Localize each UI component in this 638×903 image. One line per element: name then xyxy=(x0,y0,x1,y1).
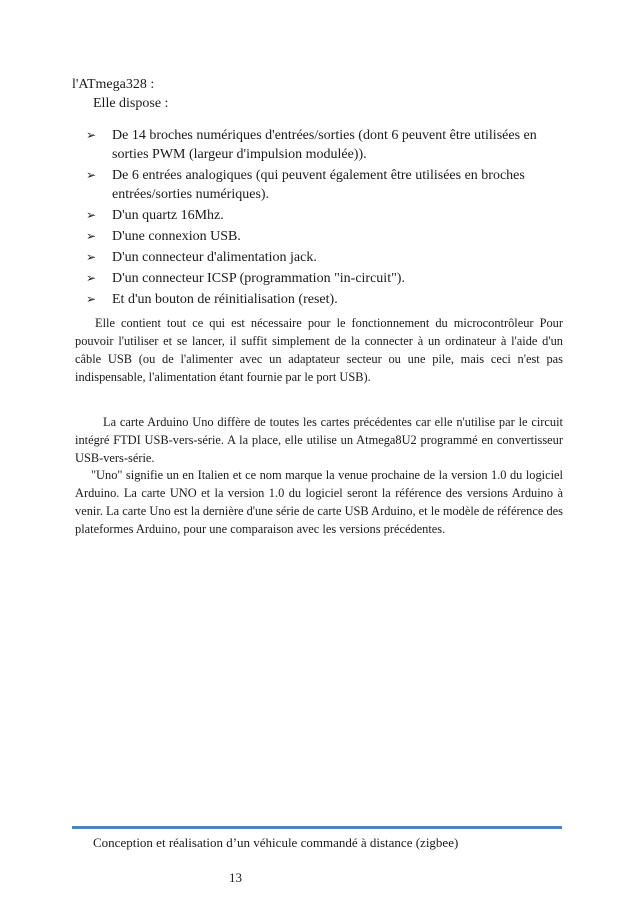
arrow-bullet-icon: ➢ xyxy=(86,128,97,142)
intro-line-2: Elle dispose : xyxy=(93,96,169,111)
arrow-bullet-icon: ➢ xyxy=(86,229,97,243)
arrow-bullet-icon: ➢ xyxy=(86,208,97,222)
page-number: 13 xyxy=(229,870,242,885)
list-item xyxy=(86,269,566,288)
arrow-bullet-icon: ➢ xyxy=(86,168,97,182)
list-item-text: D'un connecteur d'alimentation jack. xyxy=(112,250,317,265)
feature-list xyxy=(86,126,566,311)
list-item-text: D'un quartz 16Mhz. xyxy=(112,208,224,223)
list-item xyxy=(86,126,566,164)
list-item xyxy=(86,206,566,225)
list-item-text: D'une connexion USB. xyxy=(112,229,241,244)
list-item-text: D'un connecteur ICSP (programmation "in-circuit"). xyxy=(112,271,405,286)
arrow-bullet-icon: ➢ xyxy=(86,271,97,285)
paragraph-1: Elle contient tout ce qui est nécessaire pour le fonctionnement du microcontrôleur Pour pouvoir l'utiliser et se lancer, il suffit simplement de la connecter à un ordinateur à l'aide d'un câble USB (ou de l'alimenter avec un adaptateur secteur ou une pile, mais ceci n'est pas indispensable, l'alimentation étant fournie par le port USB). xyxy=(75,316,563,384)
list-item-text: Et d'un bouton de réinitialisation (reset). xyxy=(112,292,338,307)
arrow-bullet-icon: ➢ xyxy=(86,250,97,264)
list-item xyxy=(86,227,566,246)
list-item xyxy=(86,290,566,309)
list-item-text: De 6 entrées analogiques (qui peuvent également être utilisées en broches entrées/sorties numériques). xyxy=(112,168,525,202)
footer-rule xyxy=(72,826,562,829)
list-item xyxy=(86,248,566,267)
list-item xyxy=(86,166,566,204)
intro-line-1: l'ATmega328 : xyxy=(72,77,155,92)
paragraph-2: La carte Arduino Uno diffère de toutes les cartes précédentes car elle n'utilise par le circuit intégré FTDI USB-vers-série. A la place, elle utilise un Atmega8U2 programmé en convertisseur USB-vers-série. xyxy=(75,415,563,465)
list-item-text: De 14 broches numériques d'entrées/sorties (dont 6 peuvent être utilisées en sorties PWM (largeur d'impulsion modulée)). xyxy=(112,128,537,162)
paragraph-3: "Uno" signifie un en Italien et ce nom marque la venue prochaine de la version 1.0 du logiciel Arduino. La carte UNO et la version 1.0 du logiciel seront la référence des versions Arduino à venir. La carte Uno est la dernière d'une série de carte USB Arduino, et le modèle de référence des plateformes Arduino, pour une comparaison avec les versions précédentes. xyxy=(75,468,563,536)
footer-title: Conception et réalisation d’un véhicule commandé à distance (zigbee) xyxy=(93,835,459,850)
arrow-bullet-icon: ➢ xyxy=(86,292,97,306)
